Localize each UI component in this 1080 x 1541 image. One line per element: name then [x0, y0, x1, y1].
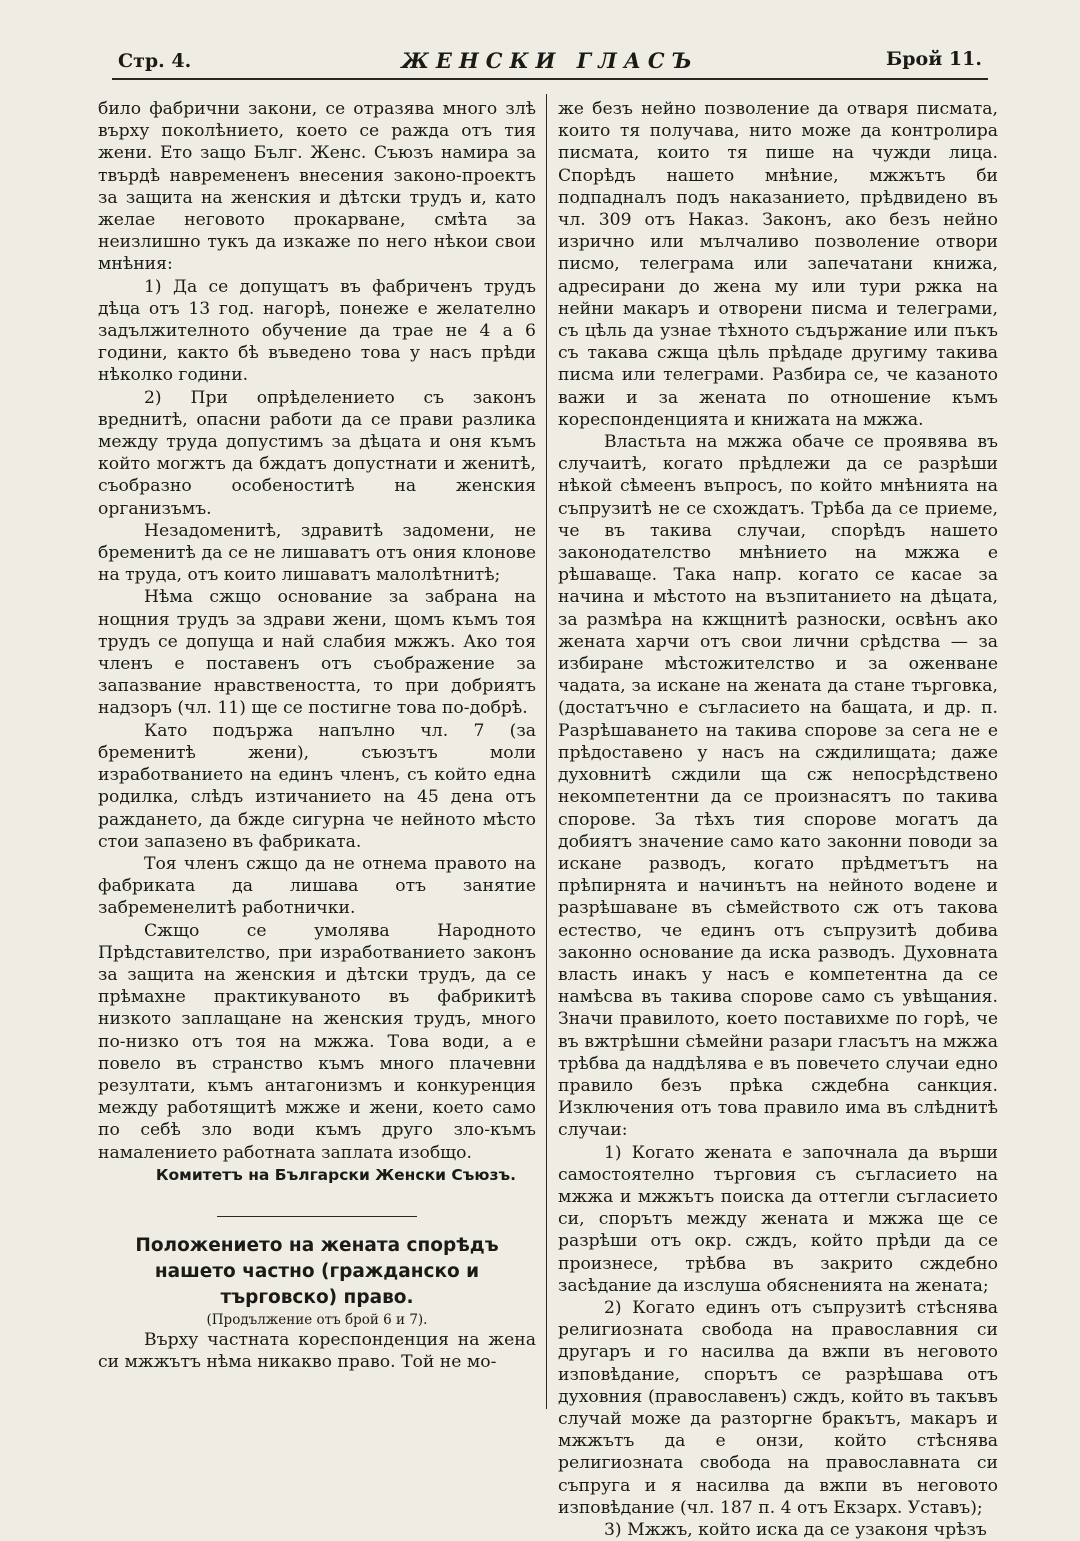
left-column — [98, 98, 536, 1373]
paragraph: 1) Да се допущатъ въ фабриченъ трудъ дѣца отъ 13 год. нагорѣ, понеже е желателно задължителното обучение да трае не 4 а 6 години, както бѣ въведено това у насъ прѣди нѣколко години. — [98, 276, 536, 386]
paragraph: Върху частната кореспонденция на жена си мжжътъ нѣма никакво право. Той не мо- — [98, 1329, 536, 1373]
issue-number: Брой 11. — [886, 48, 982, 70]
header-rule — [112, 78, 988, 80]
paragraph: 2) Когато единъ отъ съпрузитѣ стѣснява религиозната свобода на православния си другаръ и го насилва да вжпи въ неговото изповѣдание, спорътъ се разрѣшава отъ духовния (православенъ) сждъ, който въ такъвъ случай може да разторгне бракътъ, макаръ и мжжътъ да е онзи, който стѣснява религиозната свобода на православната си съпруга и я насилва да вжпи въ неговото изповѣдание (чл. 187 п. 4 отъ Екзарх. Уставъ); — [558, 1297, 998, 1518]
paragraph: 3) Мжжъ, който иска да се узаконя чрѣзъ — [604, 1520, 987, 1540]
paragraph: било фабрични закони, се отразява много злѣ върху поколѣнието, което се ражда отъ тия жени. Ето защо Бълг. Женс. Съюзъ намира за твърдѣ навремененъ внесения законо-проектъ за защита на женския и дѣтски трудъ и, като желае неговото прокарване, смѣта за неизлишно тукъ да изкаже по него нѣкои свои мнѣния: — [98, 99, 536, 275]
paragraph: 1) Когато жената е започнала да върши самостоятелно търговия съ съгласието на мжжа и мжжътъ поиска да оттегли съгласието си, спорътъ между жената и мжжа ще се разрѣши отъ окр. сждъ, който прѣди да се произнесе, трѣбва въ закрито сждебно засѣдание да изслуша обясненията на жената; — [558, 1142, 998, 1296]
page-number: Стр. 4. — [118, 50, 192, 72]
paragraph: 2) При опрѣделението съ законъ вреднитѣ, опасни работи да се прави разлика между труда допустимъ за дѣцата и оня къмъ който могжтъ да бждатъ допустнати и женитѣ, съобразно особеноститѣ на женския организъмъ. — [98, 387, 536, 519]
newspaper-title: ЖЕНСКИ ГЛАСЪ — [401, 48, 699, 73]
paragraph: Като подържа напълно чл. 7 (за бременитѣ жени), съюзътъ моли изработванието на единъ членъ, съ който една родилка, слѣдъ изтичанието на 45 дена отъ раждането, да бжде сигурна че нейното мѣсто стои запазено въ фабриката. — [98, 720, 536, 852]
paragraph: Нѣма сжщо основание за забрана на нощния трудъ за здрави жени, щомъ къмъ тоя трудъ се допуща и най слабия мжжъ. Ако тоя членъ е поставенъ отъ съображение за запазвание нравствеността, то при добриятъ надзоръ (чл. 11) ще се постигне това по-добрѣ. — [98, 587, 536, 719]
paragraph: Незадоменитѣ, здравитѣ задомени, не бременитѣ да се не лишаватъ отъ ония клонове на труда, отъ които лишаватъ малолѣтнитѣ; — [98, 520, 536, 586]
page-header — [112, 46, 988, 78]
column-divider — [546, 94, 547, 1409]
paragraph: Сжщо се умолява Народното Прѣдставителство, при изработванието законъ за защита на женския и дѣтски трудъ, да се прѣмахне практикуваното въ фабрикитѣ низкото заплащане на женския трудъ, много по-низко отъ тоя на мжжа. Това води, а е повело въ странство къмъ много плачевни резултати, къмъ антагонизмъ и конкуренция между работящитѣ мжже и жени, което само по себѣ зло води къмъ друго зло-къмъ намалението работната заплата изобщо. — [98, 920, 536, 1163]
right-column — [558, 98, 998, 1541]
article-title: Положението на жената спорѣдъ нашето частно (гражданско и търговско) право. — [135, 1234, 499, 1308]
paragraph: Тоя членъ сжщо да не отнема правото на фабриката да лишава отъ занятие забременелитѣ работнички. — [98, 853, 536, 919]
paragraph: же безъ нейно позволение да отваря писмата, които тя получава, нито може да контролира писмата, които тя пише на чужди лица. Спорѣдъ нашето мнѣние, мжжътъ би подпадналъ подъ наказанието, прѣдвидено въ чл. 309 отъ Наказ. Законъ, ако безъ нейно изрично или мълчаливо позволение отвори писмо, телеграма или запечатани книжа, адресирани до жена му или тури ржка на нейни макаръ и отворени писма и телеграми, съ цѣль да узнае тѣхното съдържание или пъкъ съ такава сжща цѣль прѣдаде другиму такива писма или телеграми. Разбира се, че казаното важи и за жената по отношение къмъ кореспонденцията и книжата на мжжа. — [558, 99, 998, 430]
signature: Комитетъ на Български Женски Съюзъ. — [155, 1165, 516, 1184]
section-separator — [217, 1216, 417, 1217]
article-subtitle: (Продължение отъ брой 6 и 7). — [206, 1311, 428, 1328]
paragraph: Властьта на мжжа обаче се проявява въ случаитѣ, когато прѣдлежи да се разрѣши нѣкой сѣмеенъ въпросъ, по който мнѣнията на съпрузитѣ не се схождатъ. Трѣба да се приеме, че въ такива случаи, спорѣдъ нашето законодателство мнѣнието на мжжа е рѣшаваще. Така напр. когато се касае за начина и мѣстото на възпитанието на дѣцата, за размѣра на кжщнитѣ разноски, освѣнъ ако жената харчи отъ свои лични срѣдства — за избиране мѣстожителство и за оженване чадата, за искане на жената да стане търговка, (достатъчно е съгласието на бащата, и др. п. Разрѣшаването на такива спорове за сега не е прѣдоставено у насъ на сждилищата; даже духовнитѣ сждили ща сж непосрѣдствено некомпетентни да се произнасятъ по такива спорове. За тѣхъ тия спорове могатъ да добиятъ значение само като законни поводи за искане разводъ, когато прѣдметътъ на прѣпирнята и начинътъ на нейното водене и разрѣшаване въ сѣмейството сж отъ такова естество, че единъ отъ съпрузитѣ добива законно основание да иска разводъ. Духовната власть инакъ у насъ е компетентна да се намѣсва въ такива спорове само съ увѣщания. Значи правилото, което поставихме по горѣ, че въ вжтрѣшни сѣмейни разари гласътъ на мжжа трѣбва да наддѣлява е въ повечето случаи едно правило безъ прѣка сждебна санкция. Изключения отъ това правило има въ слѣднитѣ случаи: — [558, 432, 998, 1141]
